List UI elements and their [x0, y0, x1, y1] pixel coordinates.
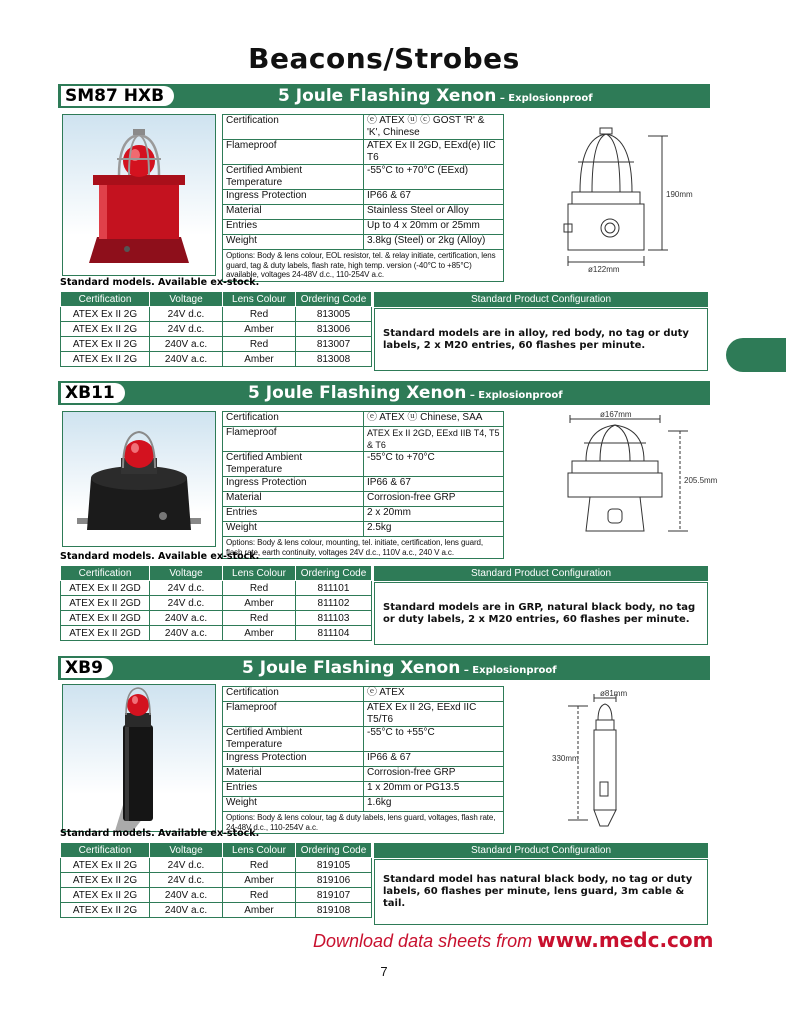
- spec-label: Certification: [223, 412, 364, 427]
- product-title-sub: – Explosionproof: [496, 93, 593, 104]
- spec-value: -55°C to +55°C: [364, 727, 504, 752]
- table-row: [61, 322, 372, 337]
- drawing-height-label: 190mm: [666, 190, 693, 199]
- table-row: [61, 873, 372, 888]
- spec-value: -55°C to +70°C: [364, 452, 504, 477]
- spec-value: 3.8kg (Steel) or 2kg (Alloy): [364, 235, 504, 250]
- dimension-drawing: [508, 118, 704, 278]
- spec-label: Weight: [223, 522, 364, 537]
- download-lead-text: Download data sheets from: [313, 931, 538, 951]
- column-header: Certification: [61, 566, 150, 581]
- spec-value: Corrosion-free GRP: [364, 767, 504, 782]
- spec-label: Entries: [223, 220, 364, 235]
- spec-row: [223, 767, 504, 782]
- column-header: Voltage: [150, 843, 223, 858]
- spec-label: Material: [223, 767, 364, 782]
- cell-ordering-code: 819107: [296, 888, 372, 903]
- configuration-description: Standard model has natural black body, no tag or duty labels, 60 flashes per minute, lens guard, 3m cable & tail.: [383, 874, 693, 909]
- table-row: [61, 858, 372, 873]
- standard-models-label: Standard models. Available ex-stock.: [60, 551, 260, 562]
- cell-certification: ATEX Ex II 2GD: [61, 581, 150, 596]
- configuration-description: Standard models are in alloy, red body, no tag or duty labels, 2 x M20 entries, 60 flashes per minute.: [383, 327, 689, 351]
- cell-certification: ATEX Ex II 2GD: [61, 626, 150, 641]
- spec-value: IP66 & 67: [364, 752, 504, 767]
- column-header: Lens Colour: [223, 843, 296, 858]
- cell-voltage: 240V a.c.: [150, 888, 223, 903]
- column-header: Lens Colour: [223, 292, 296, 307]
- download-link[interactable]: [313, 928, 713, 952]
- product-title-sub: – Explosionproof: [466, 390, 563, 401]
- configuration-description: Standard models are in GRP, natural black body, no tag or duty labels, 2 x M20 entries, 60 flashes per minute.: [383, 601, 696, 625]
- configuration-header: Standard Product Configuration: [374, 566, 708, 581]
- cell-certification: ATEX Ex II 2G: [61, 858, 150, 873]
- cell-ordering-code: 813008: [296, 352, 372, 367]
- spec-label: Flameproof: [223, 702, 364, 727]
- product-section-sm87-hxb: [58, 84, 710, 374]
- spec-value: IP66 & 67: [364, 477, 504, 492]
- table-row: [61, 626, 372, 641]
- spec-value: Corrosion-free GRP: [364, 492, 504, 507]
- options-row: [223, 537, 504, 559]
- spec-row: [223, 492, 504, 507]
- table-row: [61, 307, 372, 322]
- cell-voltage: 24V d.c.: [150, 307, 223, 322]
- options-note: Options: Body & lens colour, mounting, tel. initiate, certification, lens guard, flash rate, earth continuity, voltages 24V d.c., 110V a.c., 240 V a.c.: [223, 537, 504, 559]
- spec-label: Weight: [223, 797, 364, 812]
- cell-certification: ATEX Ex II 2G: [61, 322, 150, 337]
- cell-ordering-code: 819108: [296, 903, 372, 918]
- cell-ordering-code: 813006: [296, 322, 372, 337]
- spec-label: Certification: [223, 115, 364, 140]
- spec-row: [223, 140, 504, 165]
- table-row: [61, 611, 372, 626]
- product-header: [58, 84, 710, 108]
- ordering-table: [60, 842, 372, 918]
- spec-row: [223, 507, 504, 522]
- specifications-table: [222, 114, 504, 282]
- product-title: [242, 656, 557, 680]
- product-header: [58, 381, 710, 405]
- product-title-main: 5 Joule Flashing Xenon: [242, 658, 461, 678]
- spec-value: -55°C to +70°C (EExd): [364, 165, 504, 190]
- cell-ordering-code: 811102: [296, 596, 372, 611]
- spec-label: Certified Ambient Temperature: [223, 452, 364, 477]
- cell-voltage: 24V d.c.: [150, 322, 223, 337]
- column-header: Lens Colour: [223, 566, 296, 581]
- product-title-main: 5 Joule Flashing Xenon: [248, 383, 467, 403]
- specifications-table: [222, 411, 504, 559]
- configuration-text: [374, 308, 708, 371]
- spec-label: Weight: [223, 235, 364, 250]
- spec-value: ATEX Ex II 2G, EExd IIC T5/T6: [364, 702, 504, 727]
- column-header: Certification: [61, 292, 150, 307]
- spec-value: ⓔ ATEX: [364, 687, 504, 702]
- cell-certification: ATEX Ex II 2G: [61, 337, 150, 352]
- configuration-text: [374, 582, 708, 645]
- spec-label: Entries: [223, 782, 364, 797]
- cell-voltage: 240V a.c.: [150, 626, 223, 641]
- beacon-dimension-drawing: [508, 409, 718, 549]
- cell-lens-colour: Red: [223, 611, 296, 626]
- spec-row: [223, 220, 504, 235]
- cell-voltage: 240V a.c.: [150, 352, 223, 367]
- cell-lens-colour: Amber: [223, 626, 296, 641]
- spec-label: Ingress Protection: [223, 477, 364, 492]
- spec-label: Material: [223, 492, 364, 507]
- cell-certification: ATEX Ex II 2GD: [61, 596, 150, 611]
- drawing-height-label: 330mm: [552, 754, 579, 763]
- cell-lens-colour: Amber: [223, 322, 296, 337]
- cell-ordering-code: 811103: [296, 611, 372, 626]
- cell-voltage: 24V d.c.: [150, 873, 223, 888]
- column-header: Voltage: [150, 566, 223, 581]
- product-title-main: 5 Joule Flashing Xenon: [278, 86, 497, 106]
- cell-lens-colour: Red: [223, 307, 296, 322]
- spec-label: Certified Ambient Temperature: [223, 727, 364, 752]
- page-title: Beacons/Strobes: [248, 42, 520, 75]
- ordering-table: [60, 565, 372, 641]
- product-photo: [62, 684, 216, 832]
- column-header: Voltage: [150, 292, 223, 307]
- cell-ordering-code: 811101: [296, 581, 372, 596]
- tubular-beacon-photo: [63, 685, 215, 831]
- configuration-header: Standard Product Configuration: [374, 292, 708, 307]
- options-row: [223, 812, 504, 834]
- beacon-dimension-drawing: [508, 686, 704, 832]
- cell-certification: ATEX Ex II 2GD: [61, 611, 150, 626]
- spec-label: Certification: [223, 687, 364, 702]
- page-number: 7: [380, 964, 388, 979]
- ordering-header-row: [61, 566, 372, 581]
- product-title: [248, 381, 563, 405]
- cell-voltage: 240V a.c.: [150, 903, 223, 918]
- product-name: XB9: [61, 658, 113, 678]
- spec-row: [223, 797, 504, 812]
- spec-value: ATEX Ex II 2GD, EExd IIB T4, T5 & T6: [364, 427, 504, 452]
- spec-row: [223, 205, 504, 220]
- table-row: [61, 581, 372, 596]
- spec-value: ATEX Ex II 2GD, EExd(e) IIC T6: [364, 140, 504, 165]
- spec-row: [223, 702, 504, 727]
- column-header: Ordering Code: [296, 843, 372, 858]
- cell-ordering-code: 813007: [296, 337, 372, 352]
- spec-row: [223, 115, 504, 140]
- product-header: [58, 656, 710, 680]
- cell-voltage: 240V a.c.: [150, 611, 223, 626]
- dimension-drawing: [508, 686, 704, 832]
- cell-lens-colour: Amber: [223, 596, 296, 611]
- cell-voltage: 24V d.c.: [150, 581, 223, 596]
- ordering-header-row: [61, 843, 372, 858]
- spec-value: 2 x 20mm: [364, 507, 504, 522]
- options-note: Options: Body & lens colour, tag & duty labels, lens guard, voltages, flash rate, 24-48V d.c., 110-254V a.c.: [223, 812, 504, 834]
- spec-row: [223, 727, 504, 752]
- spec-label: Certified Ambient Temperature: [223, 165, 364, 190]
- specifications-table: [222, 686, 504, 834]
- table-row: [61, 596, 372, 611]
- options-row: [223, 250, 504, 282]
- cell-voltage: 240V a.c.: [150, 337, 223, 352]
- product-title-sub: – Explosionproof: [460, 665, 557, 676]
- black-beacon-photo: [63, 412, 215, 546]
- standard-models-label: Standard models. Available ex-stock.: [60, 277, 260, 288]
- beacon-dimension-drawing: [508, 118, 704, 278]
- spec-value: 1 x 20mm or PG13.5: [364, 782, 504, 797]
- section-tab-marker: [726, 338, 786, 372]
- spec-label: Ingress Protection: [223, 190, 364, 205]
- spec-row: [223, 235, 504, 250]
- cell-lens-colour: Amber: [223, 873, 296, 888]
- spec-row: [223, 427, 504, 452]
- spec-label: Entries: [223, 507, 364, 522]
- cell-certification: ATEX Ex II 2G: [61, 873, 150, 888]
- standard-models-label: Standard models. Available ex-stock.: [60, 828, 260, 839]
- spec-value: ⓔ ATEX ⓤ Chinese, SAA: [364, 412, 504, 427]
- spec-value: 2.5kg: [364, 522, 504, 537]
- cell-ordering-code: 819106: [296, 873, 372, 888]
- drawing-width-label: ø81mm: [600, 689, 628, 698]
- configuration-header: Standard Product Configuration: [374, 843, 708, 858]
- spec-row: [223, 412, 504, 427]
- cell-certification: ATEX Ex II 2G: [61, 888, 150, 903]
- cell-voltage: 24V d.c.: [150, 858, 223, 873]
- spec-row: [223, 687, 504, 702]
- table-row: [61, 337, 372, 352]
- cell-lens-colour: Red: [223, 858, 296, 873]
- product-photo: [62, 114, 216, 276]
- cell-voltage: 24V d.c.: [150, 596, 223, 611]
- table-row: [61, 888, 372, 903]
- spec-label: Material: [223, 205, 364, 220]
- spec-label: Flameproof: [223, 140, 364, 165]
- product-section-xb9: [58, 656, 710, 928]
- spec-row: [223, 452, 504, 477]
- spec-row: [223, 165, 504, 190]
- product-photo: [62, 411, 216, 547]
- column-header: Ordering Code: [296, 566, 372, 581]
- cell-lens-colour: Red: [223, 337, 296, 352]
- product-title: [278, 84, 593, 108]
- table-row: [61, 352, 372, 367]
- configuration-text: [374, 859, 708, 925]
- spec-row: [223, 190, 504, 205]
- cell-lens-colour: Amber: [223, 903, 296, 918]
- spec-row: [223, 752, 504, 767]
- spec-row: [223, 782, 504, 797]
- ordering-table: [60, 291, 372, 367]
- spec-label: Flameproof: [223, 427, 364, 452]
- ordering-header-row: [61, 292, 372, 307]
- drawing-width-label: ø122mm: [588, 265, 620, 274]
- options-note: Options: Body & lens colour, EOL resistor, tel. & relay initiate, certification, lens guard, tag & duty labels, flash rate, high temp. version (-40°C to +85°C) available, voltages 24-48V d.c., 110-254V a.c.: [223, 250, 504, 282]
- cell-ordering-code: 819105: [296, 858, 372, 873]
- spec-value: Up to 4 x 20mm or 25mm: [364, 220, 504, 235]
- cell-certification: ATEX Ex II 2G: [61, 307, 150, 322]
- website-url-link[interactable]: www.medc.com: [537, 928, 714, 952]
- spec-label: Ingress Protection: [223, 752, 364, 767]
- table-row: [61, 903, 372, 918]
- red-beacon-photo: [63, 115, 215, 275]
- spec-row: [223, 477, 504, 492]
- drawing-height-label: 205.5mm: [684, 476, 718, 485]
- cell-lens-colour: Amber: [223, 352, 296, 367]
- spec-value: IP66 & 67: [364, 190, 504, 205]
- spec-value: 1.6kg: [364, 797, 504, 812]
- cell-ordering-code: 813005: [296, 307, 372, 322]
- drawing-width-label: ø167mm: [600, 410, 632, 419]
- product-name: SM87 HXB: [61, 86, 174, 106]
- cell-lens-colour: Red: [223, 888, 296, 903]
- column-header: Ordering Code: [296, 292, 372, 307]
- dimension-drawing: [508, 409, 718, 549]
- column-header: Certification: [61, 843, 150, 858]
- cell-lens-colour: Red: [223, 581, 296, 596]
- cell-certification: ATEX Ex II 2G: [61, 352, 150, 367]
- cell-ordering-code: 811104: [296, 626, 372, 641]
- cell-certification: ATEX Ex II 2G: [61, 903, 150, 918]
- spec-value: Stainless Steel or Alloy: [364, 205, 504, 220]
- product-name: XB11: [61, 383, 125, 403]
- spec-row: [223, 522, 504, 537]
- spec-value: ⓔ ATEX ⓤ ⓒ GOST 'R' & 'K', Chinese: [364, 115, 504, 140]
- product-section-xb11: [58, 381, 718, 647]
